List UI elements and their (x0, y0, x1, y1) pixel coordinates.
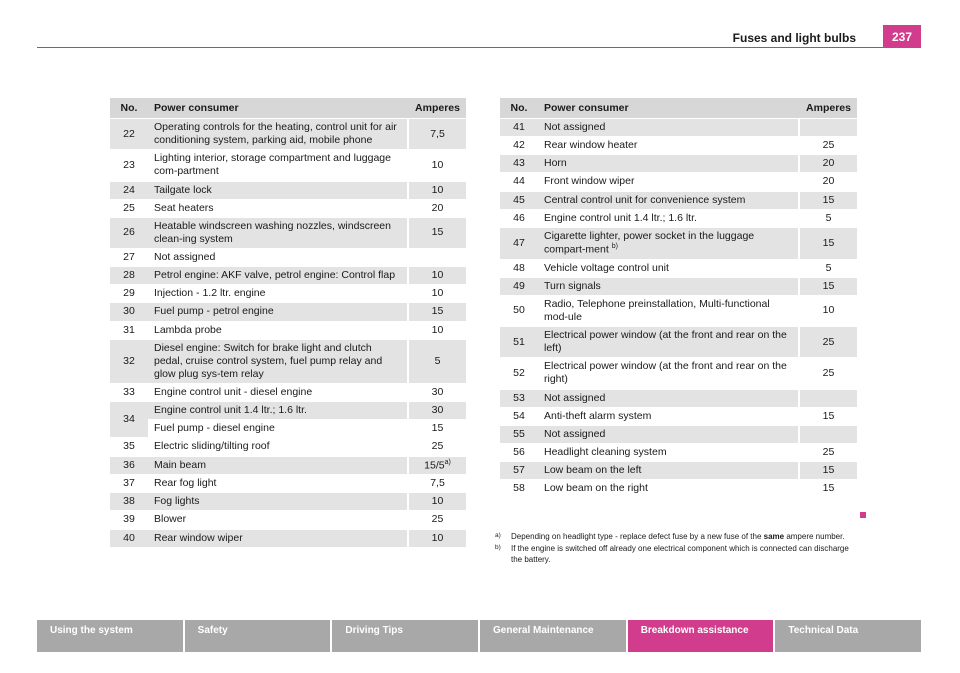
amperes: 15 (799, 227, 857, 259)
table-row (500, 358, 857, 389)
fuse-number: 51 (500, 327, 538, 358)
fuse-number: 47 (500, 227, 538, 259)
fuse-number: 29 (110, 285, 148, 303)
amperes: 30 (408, 384, 466, 402)
table-row (110, 150, 466, 181)
fuse-number: 48 (500, 259, 538, 277)
power-consumer: Rear window wiper (148, 529, 408, 547)
fuse-number: 24 (110, 181, 148, 199)
fuse-number: 45 (500, 191, 538, 209)
table-row (110, 217, 466, 248)
fuse-number: 50 (500, 295, 538, 326)
power-consumer: Injection - 1.2 ltr. engine (148, 285, 408, 303)
fuse-number: 52 (500, 358, 538, 389)
power-consumer: Rear window heater (538, 137, 799, 155)
table-row (500, 119, 857, 137)
amperes: 25 (799, 137, 857, 155)
power-consumer: Engine control unit - diesel engine (148, 384, 408, 402)
column-header-consumer: Power consumer (538, 98, 799, 119)
amperes: 20 (799, 173, 857, 191)
power-consumer: Fog lights (148, 493, 408, 511)
table-row (500, 480, 857, 498)
fuse-number: 55 (500, 425, 538, 443)
table-row (110, 339, 466, 383)
fuse-number: 28 (110, 267, 148, 285)
nav-tab-safety[interactable]: Safety (185, 620, 331, 652)
power-consumer: Petrol engine: AKF valve, petrol engine: Control flap (148, 267, 408, 285)
power-consumer: Seat heaters (148, 199, 408, 217)
footnote (495, 544, 860, 565)
fuse-number: 56 (500, 443, 538, 461)
amperes: 15 (408, 420, 466, 438)
footnote-text: Depending on headlight type - replace defect fuse by a new fuse of the same ampere number. (511, 532, 845, 541)
fuse-number: 37 (110, 475, 148, 493)
amperes: 5 (799, 259, 857, 277)
amperes: 10 (408, 493, 466, 511)
table-row (110, 267, 466, 285)
table-row (500, 191, 857, 209)
table-row (500, 259, 857, 277)
nav-tab-breakdown-assistance[interactable]: Breakdown assistance (628, 620, 774, 652)
nav-tab-technical-data[interactable]: Technical Data (775, 620, 921, 652)
power-consumer: Cigarette lighter, power socket in the luggage compart-ment $^{b)}$ (538, 227, 799, 259)
fuse-number: 54 (500, 407, 538, 425)
power-consumer: Fuel pump - diesel engine (148, 420, 408, 438)
table-row (500, 155, 857, 173)
footnote-marker: a) (495, 532, 501, 539)
fuse-number: 44 (500, 173, 538, 191)
power-consumer: Operating controls for the heating, control unit for air conditioning system, parking aid, mobile phone (148, 119, 408, 150)
amperes: 25 (799, 327, 857, 358)
table-row (110, 285, 466, 303)
power-consumer: Engine control unit 1.4 ltr.; 1.6 ltr. (538, 209, 799, 227)
fuse-number: 26 (110, 217, 148, 248)
nav-tab-using-the-system[interactable]: Using the system (37, 620, 183, 652)
amperes (799, 119, 857, 137)
amperes: 20 (799, 155, 857, 173)
power-consumer: Lighting interior, storage compartment and luggage com-partment (148, 150, 408, 181)
table-row (110, 438, 466, 456)
table-row (110, 181, 466, 199)
table-row (500, 407, 857, 425)
section-end-marker (860, 512, 866, 518)
fuse-number: 35 (110, 438, 148, 456)
power-consumer: Low beam on the right (538, 480, 799, 498)
fuse-number: 31 (110, 321, 148, 339)
fuse-number: 27 (110, 249, 148, 267)
fuse-number: 39 (110, 511, 148, 529)
fuse-number: 38 (110, 493, 148, 511)
fuse-number: 58 (500, 480, 538, 498)
amperes (799, 425, 857, 443)
fuse-number: 53 (500, 389, 538, 407)
power-consumer: Rear fog light (148, 475, 408, 493)
table-row (500, 389, 857, 407)
amperes: 5 (408, 339, 466, 383)
amperes: 10 (408, 321, 466, 339)
header-rule (37, 47, 883, 48)
fuse-number: 22 (110, 119, 148, 150)
amperes: 15/5$^{a)}$ (408, 456, 466, 475)
amperes: 10 (799, 295, 857, 326)
power-consumer: Headlight cleaning system (538, 443, 799, 461)
power-consumer: Tailgate lock (148, 181, 408, 199)
power-consumer: Main beam (148, 456, 408, 475)
amperes: 15 (408, 217, 466, 248)
power-consumer: Horn (538, 155, 799, 173)
power-consumer: Engine control unit 1.4 ltr.; 1.6 ltr. (148, 402, 408, 420)
power-consumer: Central control unit for convenience system (538, 191, 799, 209)
power-consumer: Front window wiper (538, 173, 799, 191)
column-header-no: No. (110, 98, 148, 119)
fuse-number: 40 (110, 529, 148, 547)
table-row (500, 443, 857, 461)
amperes (408, 249, 466, 267)
amperes: 15 (799, 191, 857, 209)
amperes: 15 (408, 303, 466, 321)
power-consumer: Not assigned (148, 249, 408, 267)
fuse-table-right (500, 98, 857, 497)
fuse-number: 30 (110, 303, 148, 321)
table-row (110, 475, 466, 493)
fuse-number: 42 (500, 137, 538, 155)
footnote (495, 532, 860, 542)
footnote-ref: a) (444, 458, 451, 466)
table-row (500, 277, 857, 295)
fuse-number: 36 (110, 456, 148, 475)
bottom-navigation (37, 620, 921, 652)
amperes: 25 (408, 511, 466, 529)
footnote-emphasis: same (763, 532, 785, 541)
table-row (110, 529, 466, 547)
fuse-number: 23 (110, 150, 148, 181)
fuse-number: 46 (500, 209, 538, 227)
table-row (500, 462, 857, 480)
power-consumer: Electric sliding/tilting roof (148, 438, 408, 456)
power-consumer: Not assigned (538, 389, 799, 407)
amperes: 15 (799, 462, 857, 480)
column-header-amperes: Amperes (408, 98, 466, 119)
table-row (500, 137, 857, 155)
amperes: 30 (408, 402, 466, 420)
footnotes (495, 532, 860, 567)
table-row (110, 303, 466, 321)
table-row (110, 321, 466, 339)
power-consumer: Not assigned (538, 425, 799, 443)
amperes: 7,5 (408, 119, 466, 150)
fuse-number: 25 (110, 199, 148, 217)
nav-tab-general-maintenance[interactable]: General Maintenance (480, 620, 626, 652)
fuse-number: 43 (500, 155, 538, 173)
power-consumer: Vehicle voltage control unit (538, 259, 799, 277)
table-row (110, 511, 466, 529)
table-row (500, 327, 857, 358)
amperes: 10 (408, 181, 466, 199)
table-row (500, 295, 857, 326)
power-consumer: Blower (148, 511, 408, 529)
fuse-number: 57 (500, 462, 538, 480)
footnote-ref: b) (611, 242, 618, 250)
amperes: 10 (408, 285, 466, 303)
table-row (110, 249, 466, 267)
amperes: 20 (408, 199, 466, 217)
table-row (110, 456, 466, 475)
amperes: 7,5 (408, 475, 466, 493)
amperes: 15 (799, 277, 857, 295)
power-consumer: Diesel engine: Switch for brake light and clutch pedal, cruise control system, fuel pump relay and glow plug sys-tem relay (148, 339, 408, 383)
table-row (500, 227, 857, 259)
amperes: 25 (799, 443, 857, 461)
power-consumer: Lambda probe (148, 321, 408, 339)
table-row (110, 119, 466, 150)
amperes: 5 (799, 209, 857, 227)
amperes: 10 (408, 267, 466, 285)
power-consumer: Turn signals (538, 277, 799, 295)
amperes: 10 (408, 150, 466, 181)
amperes: 15 (799, 480, 857, 498)
fuse-number: 41 (500, 119, 538, 137)
footnote-text: If the engine is switched off already one electrical component which is connected can discharge the battery. (511, 544, 849, 564)
table-row (110, 402, 466, 420)
power-consumer: Not assigned (538, 119, 799, 137)
table-row (500, 209, 857, 227)
page-title: Fuses and light bulbs (732, 31, 856, 45)
table-row (110, 493, 466, 511)
power-consumer: Heatable windscreen washing nozzles, windscreen clean-ing system (148, 217, 408, 248)
amperes (799, 389, 857, 407)
power-consumer: Electrical power window (at the front and rear on the left) (538, 327, 799, 358)
amperes: 10 (408, 529, 466, 547)
fuse-number: 34 (110, 402, 148, 438)
column-header-amperes: Amperes (799, 98, 857, 119)
table-row (110, 384, 466, 402)
power-consumer: Anti-theft alarm system (538, 407, 799, 425)
fuse-table-left (110, 98, 466, 547)
amperes: 25 (799, 358, 857, 389)
footnote-marker: b) (495, 544, 501, 552)
table-row (110, 420, 466, 438)
power-consumer: Fuel pump - petrol engine (148, 303, 408, 321)
nav-tab-driving-tips[interactable]: Driving Tips (332, 620, 478, 652)
fuse-number: 32 (110, 339, 148, 383)
column-header-no: No. (500, 98, 538, 119)
amperes: 15 (799, 407, 857, 425)
column-header-consumer: Power consumer (148, 98, 408, 119)
table-row (500, 425, 857, 443)
page-number: 237 (883, 25, 921, 48)
power-consumer: Low beam on the left (538, 462, 799, 480)
power-consumer: Radio, Telephone preinstallation, Multi-functional mod-ule (538, 295, 799, 326)
amperes: 25 (408, 438, 466, 456)
table-row (500, 173, 857, 191)
fuse-number: 49 (500, 277, 538, 295)
power-consumer: Electrical power window (at the front and rear on the right) (538, 358, 799, 389)
fuse-number: 33 (110, 384, 148, 402)
table-row (110, 199, 466, 217)
